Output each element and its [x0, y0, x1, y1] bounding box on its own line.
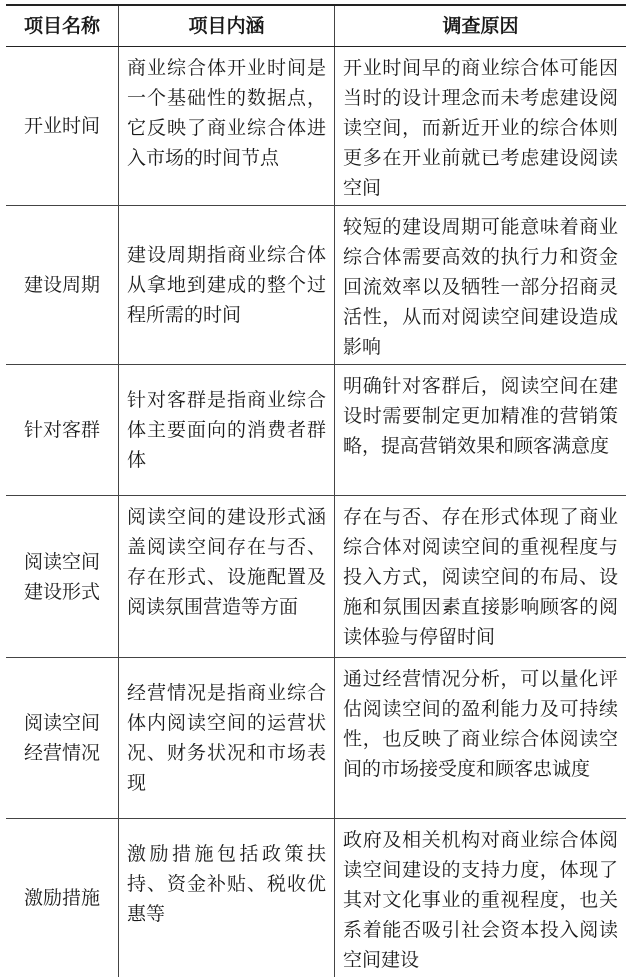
row-survey-reason: 存在与否、存在形式体现了商业综合体对阅读空间的重视程度与投入方式，阅读空间的布局、设施和氛围因素直接影响顾客的阅读体验与停留时间: [334, 496, 626, 657]
header-item-name: 项目名称: [23, 15, 100, 37]
row-survey-reason: 开业时间早的商业综合体可能因当时的设计理念而未考虑建设阅读空间，而新近开业的综合体则更多在开业前就已考虑建设阅读空间: [334, 47, 626, 205]
survey-table: [6, 4, 626, 977]
row-survey-reason: 较短的建设周期可能意味着商业综合体需要高效的执行力和资金回流效率以及牺牲一部分招商灵活性，从而对阅读空间建设造成影响: [334, 206, 626, 364]
row-item-name: 激励措施: [23, 887, 100, 909]
row-item-meaning: 商业综合体开业时间是一个基础性的数据点，它反映了商业综合体进入市场的时间节点: [118, 47, 334, 205]
row-item-meaning: 经营情况是指商业综合体内阅读空间的运营状况、财务状况和市场表现: [118, 658, 334, 818]
table-row: [6, 819, 626, 977]
row-survey-reason: 明确针对客群后，阅读空间在建设时需要制定更加精准的营销策略，提高营销效果和顾客满意度: [334, 365, 626, 495]
table-header-row: [6, 6, 626, 47]
row-item-meaning: 激励措施包括政策扶持、资金补贴、税收优惠等: [118, 819, 334, 977]
table-row: [6, 206, 626, 365]
header-item-meaning: 项目内涵: [118, 6, 334, 46]
row-item-name: 阅读空间建设形式: [23, 550, 100, 603]
row-item-meaning: 阅读空间的建设形式涵盖阅读空间存在与否、存在形式、设施配置及阅读氛围营造等方面: [118, 496, 334, 657]
row-item-name: 建设周期: [23, 274, 100, 296]
table-row: [6, 496, 626, 658]
row-item-name: 开业时间: [23, 115, 100, 137]
table-row: [6, 658, 626, 819]
table-row: [6, 47, 626, 206]
table-row: [6, 365, 626, 496]
row-item-name: 针对客群: [23, 419, 100, 441]
row-item-name: 阅读空间经营情况: [23, 712, 100, 764]
row-survey-reason: 通过经营情况分析，可以量化评估阅读空间的盈利能力及可持续性，也反映了商业综合体阅读空间的市场接受度和顾客忠诚度: [334, 658, 626, 818]
row-survey-reason: 政府及相关机构对商业综合体阅读空间建设的支持力度，体现了其对文化事业的重视程度，也关系着能否吸引社会资本投入阅读空间建设: [334, 819, 626, 977]
header-survey-reason: 调查原因: [334, 6, 626, 46]
row-item-meaning: 针对客群是指商业综合体主要面向的消费者群体: [118, 365, 334, 495]
row-item-meaning: 建设周期指商业综合体从拿地到建成的整个过程所需的时间: [118, 206, 334, 364]
